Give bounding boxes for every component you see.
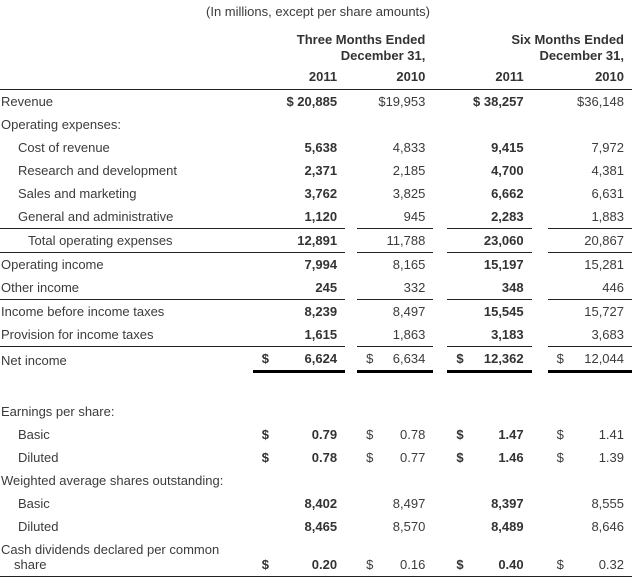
value-cell <box>548 90 632 113</box>
value-text: 12,891 <box>297 233 337 248</box>
header-gap <box>433 32 447 67</box>
value-text: 348 <box>502 280 524 295</box>
column-gap <box>345 423 357 446</box>
row-label: Operating income <box>0 253 253 276</box>
column-gap <box>433 90 447 113</box>
table-caption: (In millions, except per share amounts) <box>0 4 636 32</box>
currency-symbol: $ <box>366 557 373 572</box>
column-gap <box>433 300 447 323</box>
value-cell <box>447 276 531 300</box>
spacer-row <box>0 373 632 400</box>
column-gap <box>345 538 357 577</box>
value-cell <box>548 538 632 577</box>
value-cell <box>253 182 345 205</box>
table-row <box>0 323 632 347</box>
value-text: 7,994 <box>305 257 338 272</box>
table-row <box>0 423 632 446</box>
value-text: 15,545 <box>484 304 524 319</box>
column-gap <box>433 492 447 515</box>
column-gap <box>433 276 447 300</box>
table-row <box>0 538 632 577</box>
value-text: 8,646 <box>591 519 624 534</box>
section-label: Earnings per share: <box>0 400 632 423</box>
currency-symbol: $ <box>366 450 373 465</box>
table-row <box>0 446 632 469</box>
column-gap <box>345 159 357 182</box>
column-gap <box>532 229 548 253</box>
value-cell <box>447 492 531 515</box>
value-text: 9,415 <box>491 140 524 155</box>
currency-symbol: $ <box>557 450 564 465</box>
row-label: Cash dividends declared per common share <box>0 538 253 577</box>
column-gap <box>532 159 548 182</box>
header-spacer <box>0 67 253 90</box>
value-cell <box>548 136 632 159</box>
column-gap <box>532 446 548 469</box>
value-cell <box>357 538 433 577</box>
value-text: 15,281 <box>584 257 624 272</box>
row-label: Basic <box>0 492 253 515</box>
value-cell <box>357 159 433 182</box>
row-label: Total operating expenses <box>0 229 253 253</box>
value-text: 3,183 <box>491 327 524 342</box>
column-gap <box>532 300 548 323</box>
value-text: 1.46 <box>498 450 523 465</box>
currency-symbol: $ <box>557 351 564 366</box>
value-text: 0.20 <box>312 557 337 572</box>
column-gap <box>532 205 548 229</box>
value-text: 8,465 <box>305 519 338 534</box>
value-text: 23,060 <box>484 233 524 248</box>
row-label: Revenue <box>0 90 253 113</box>
year-col-4: 2010 <box>548 67 632 90</box>
period-header-row <box>0 32 632 67</box>
value-cell <box>548 253 632 276</box>
value-cell <box>447 182 531 205</box>
table-row <box>0 136 632 159</box>
value-cell <box>447 347 531 372</box>
value-text: 245 <box>315 280 337 295</box>
column-gap <box>433 253 447 276</box>
section-row <box>0 113 632 136</box>
value-cell <box>253 136 345 159</box>
value-text: 8,570 <box>393 519 426 534</box>
value-text: 2,283 <box>491 209 524 224</box>
income-statement-table <box>0 32 632 577</box>
value-cell <box>548 182 632 205</box>
column-gap <box>532 323 548 347</box>
value-cell <box>548 300 632 323</box>
column-gap <box>433 347 447 372</box>
value-cell <box>253 300 345 323</box>
value-cell <box>447 515 531 538</box>
section-row <box>0 400 632 423</box>
six-months-line2: December 31, <box>539 48 624 63</box>
row-label: Provision for income taxes <box>0 323 253 347</box>
row-label: Net income <box>0 347 253 372</box>
value-cell <box>253 159 345 182</box>
value-text: $36,148 <box>577 94 624 109</box>
value-cell <box>357 182 433 205</box>
value-cell <box>548 515 632 538</box>
value-cell <box>253 205 345 229</box>
value-text: 8,497 <box>393 304 426 319</box>
table-row <box>0 492 632 515</box>
row-label: Research and development <box>0 159 253 182</box>
value-text: 7,972 <box>591 140 624 155</box>
column-gap <box>345 136 357 159</box>
table-row <box>0 182 632 205</box>
value-cell <box>447 229 531 253</box>
value-cell <box>253 347 345 372</box>
column-gap <box>345 515 357 538</box>
value-cell <box>253 229 345 253</box>
value-text: 332 <box>404 280 426 295</box>
three-months-header <box>253 32 434 67</box>
currency-symbol: $ <box>366 351 373 366</box>
currency-symbol: $ <box>456 351 463 366</box>
value-text: 8,555 <box>591 496 624 511</box>
row-label: Cost of revenue <box>0 136 253 159</box>
column-gap <box>433 515 447 538</box>
value-cell <box>253 276 345 300</box>
table-row <box>0 515 632 538</box>
column-gap <box>433 323 447 347</box>
value-text: 1.41 <box>599 427 624 442</box>
value-cell <box>357 253 433 276</box>
currency-symbol: $ <box>557 557 564 572</box>
value-text: 2,371 <box>305 163 338 178</box>
value-text: 0.79 <box>312 427 337 442</box>
column-gap <box>345 446 357 469</box>
value-text: 15,197 <box>484 257 524 272</box>
value-text: 12,044 <box>584 351 624 366</box>
column-gap <box>433 136 447 159</box>
row-label: Diluted <box>0 446 253 469</box>
value-text: 0.40 <box>498 557 523 572</box>
value-cell <box>357 347 433 372</box>
value-cell <box>357 492 433 515</box>
value-text: 8,497 <box>393 496 426 511</box>
value-text: 6,631 <box>591 186 624 201</box>
value-text: 0.77 <box>400 450 425 465</box>
row-label: General and administrative <box>0 205 253 229</box>
column-gap <box>345 229 357 253</box>
value-cell <box>447 423 531 446</box>
column-gap <box>345 253 357 276</box>
row-label: Income before income taxes <box>0 300 253 323</box>
column-gap <box>532 347 548 372</box>
column-gap <box>532 423 548 446</box>
value-cell <box>548 492 632 515</box>
value-cell <box>253 446 345 469</box>
value-text: 8,397 <box>491 496 524 511</box>
column-gap <box>532 90 548 113</box>
value-text: 6,634 <box>393 351 426 366</box>
column-gap <box>345 205 357 229</box>
column-gap <box>433 446 447 469</box>
value-text: 1,120 <box>305 209 338 224</box>
value-text: 0.78 <box>312 450 337 465</box>
column-gap <box>345 492 357 515</box>
column-gap <box>532 515 548 538</box>
column-gap <box>532 182 548 205</box>
value-cell <box>447 90 531 113</box>
value-cell <box>548 423 632 446</box>
value-text: 15,727 <box>584 304 624 319</box>
three-months-line1: Three Months Ended <box>297 32 426 47</box>
value-text: 8,239 <box>305 304 338 319</box>
value-cell <box>253 538 345 577</box>
value-text: 20,867 <box>584 233 624 248</box>
value-cell <box>447 159 531 182</box>
value-text: 3,825 <box>393 186 426 201</box>
value-cell <box>357 323 433 347</box>
value-cell <box>357 300 433 323</box>
table-row <box>0 205 632 229</box>
value-cell <box>548 205 632 229</box>
year-col-2: 2010 <box>357 67 433 90</box>
column-gap <box>433 205 447 229</box>
value-cell <box>253 253 345 276</box>
column-gap <box>532 492 548 515</box>
value-cell <box>253 423 345 446</box>
value-cell <box>357 515 433 538</box>
table-row <box>0 159 632 182</box>
value-cell <box>357 423 433 446</box>
value-text: $ 38,257 <box>473 94 524 109</box>
value-text: 1,883 <box>591 209 624 224</box>
column-gap <box>345 90 357 113</box>
value-text: 0.78 <box>400 427 425 442</box>
value-text: 945 <box>404 209 426 224</box>
value-cell <box>357 90 433 113</box>
value-text: $ 20,885 <box>286 94 337 109</box>
table-row <box>0 347 632 372</box>
column-gap <box>345 323 357 347</box>
currency-symbol: $ <box>456 557 463 572</box>
value-cell <box>447 323 531 347</box>
column-gap <box>532 276 548 300</box>
value-text: 446 <box>602 280 624 295</box>
year-col-3: 2011 <box>447 67 531 90</box>
value-text: 4,833 <box>393 140 426 155</box>
section-label: Weighted average shares outstanding: <box>0 469 632 492</box>
column-gap <box>532 538 548 577</box>
table-row <box>0 90 632 113</box>
value-text: 4,381 <box>591 163 624 178</box>
column-gap <box>433 229 447 253</box>
table-row <box>0 276 632 300</box>
value-text: 3,683 <box>591 327 624 342</box>
value-text: 6,624 <box>305 351 338 366</box>
currency-symbol: $ <box>262 450 269 465</box>
table-row <box>0 229 632 253</box>
value-text: 0.16 <box>400 557 425 572</box>
table-row <box>0 300 632 323</box>
six-months-header <box>447 32 632 67</box>
value-text: 8,402 <box>305 496 338 511</box>
value-text: 0.32 <box>599 557 624 572</box>
column-gap <box>345 347 357 372</box>
value-cell <box>357 229 433 253</box>
currency-symbol: $ <box>456 427 463 442</box>
value-cell <box>357 136 433 159</box>
row-label: Diluted <box>0 515 253 538</box>
value-cell <box>447 300 531 323</box>
column-gap <box>532 136 548 159</box>
value-text: 1.39 <box>599 450 624 465</box>
currency-symbol: $ <box>262 351 269 366</box>
value-cell <box>548 347 632 372</box>
six-months-line1: Six Months Ended <box>511 32 624 47</box>
value-cell <box>447 446 531 469</box>
row-label: Sales and marketing <box>0 182 253 205</box>
value-text: 1,863 <box>393 327 426 342</box>
value-cell <box>447 538 531 577</box>
value-cell <box>548 446 632 469</box>
currency-symbol: $ <box>557 427 564 442</box>
currency-symbol: $ <box>262 557 269 572</box>
value-text: 4,700 <box>491 163 524 178</box>
header-spacer <box>0 32 253 67</box>
value-cell <box>253 90 345 113</box>
currency-symbol: $ <box>456 450 463 465</box>
value-cell <box>253 492 345 515</box>
value-text: 8,489 <box>491 519 524 534</box>
value-text: 12,362 <box>484 351 524 366</box>
section-row <box>0 469 632 492</box>
value-cell <box>253 323 345 347</box>
value-cell <box>357 276 433 300</box>
value-cell <box>447 253 531 276</box>
currency-symbol: $ <box>366 427 373 442</box>
column-gap <box>433 538 447 577</box>
value-text: $19,953 <box>378 94 425 109</box>
value-cell <box>548 229 632 253</box>
column-gap <box>433 182 447 205</box>
value-text: 5,638 <box>305 140 338 155</box>
value-text: 8,165 <box>393 257 426 272</box>
value-cell <box>548 159 632 182</box>
column-gap <box>345 276 357 300</box>
value-text: 2,185 <box>393 163 426 178</box>
value-cell <box>357 205 433 229</box>
year-header-row <box>0 67 632 90</box>
column-gap <box>532 253 548 276</box>
row-label: Other income <box>0 276 253 300</box>
value-cell <box>447 205 531 229</box>
value-cell <box>548 276 632 300</box>
value-cell <box>357 446 433 469</box>
row-label: Basic <box>0 423 253 446</box>
column-gap <box>345 182 357 205</box>
column-gap <box>433 159 447 182</box>
value-text: 1,615 <box>305 327 338 342</box>
three-months-line2: December 31, <box>341 48 426 63</box>
value-text: 6,662 <box>491 186 524 201</box>
table-row <box>0 253 632 276</box>
value-text: 3,762 <box>305 186 338 201</box>
value-text: 1.47 <box>498 427 523 442</box>
value-cell <box>447 136 531 159</box>
currency-symbol: $ <box>262 427 269 442</box>
year-col-1: 2011 <box>253 67 345 90</box>
value-cell <box>253 515 345 538</box>
value-text: 11,788 <box>387 233 426 248</box>
statement-body <box>0 90 632 577</box>
column-gap <box>345 300 357 323</box>
value-cell <box>548 323 632 347</box>
column-gap <box>433 423 447 446</box>
row-label-line2: share <box>1 557 47 572</box>
section-label: Operating expenses: <box>0 113 632 136</box>
spacer-cell <box>0 373 632 400</box>
